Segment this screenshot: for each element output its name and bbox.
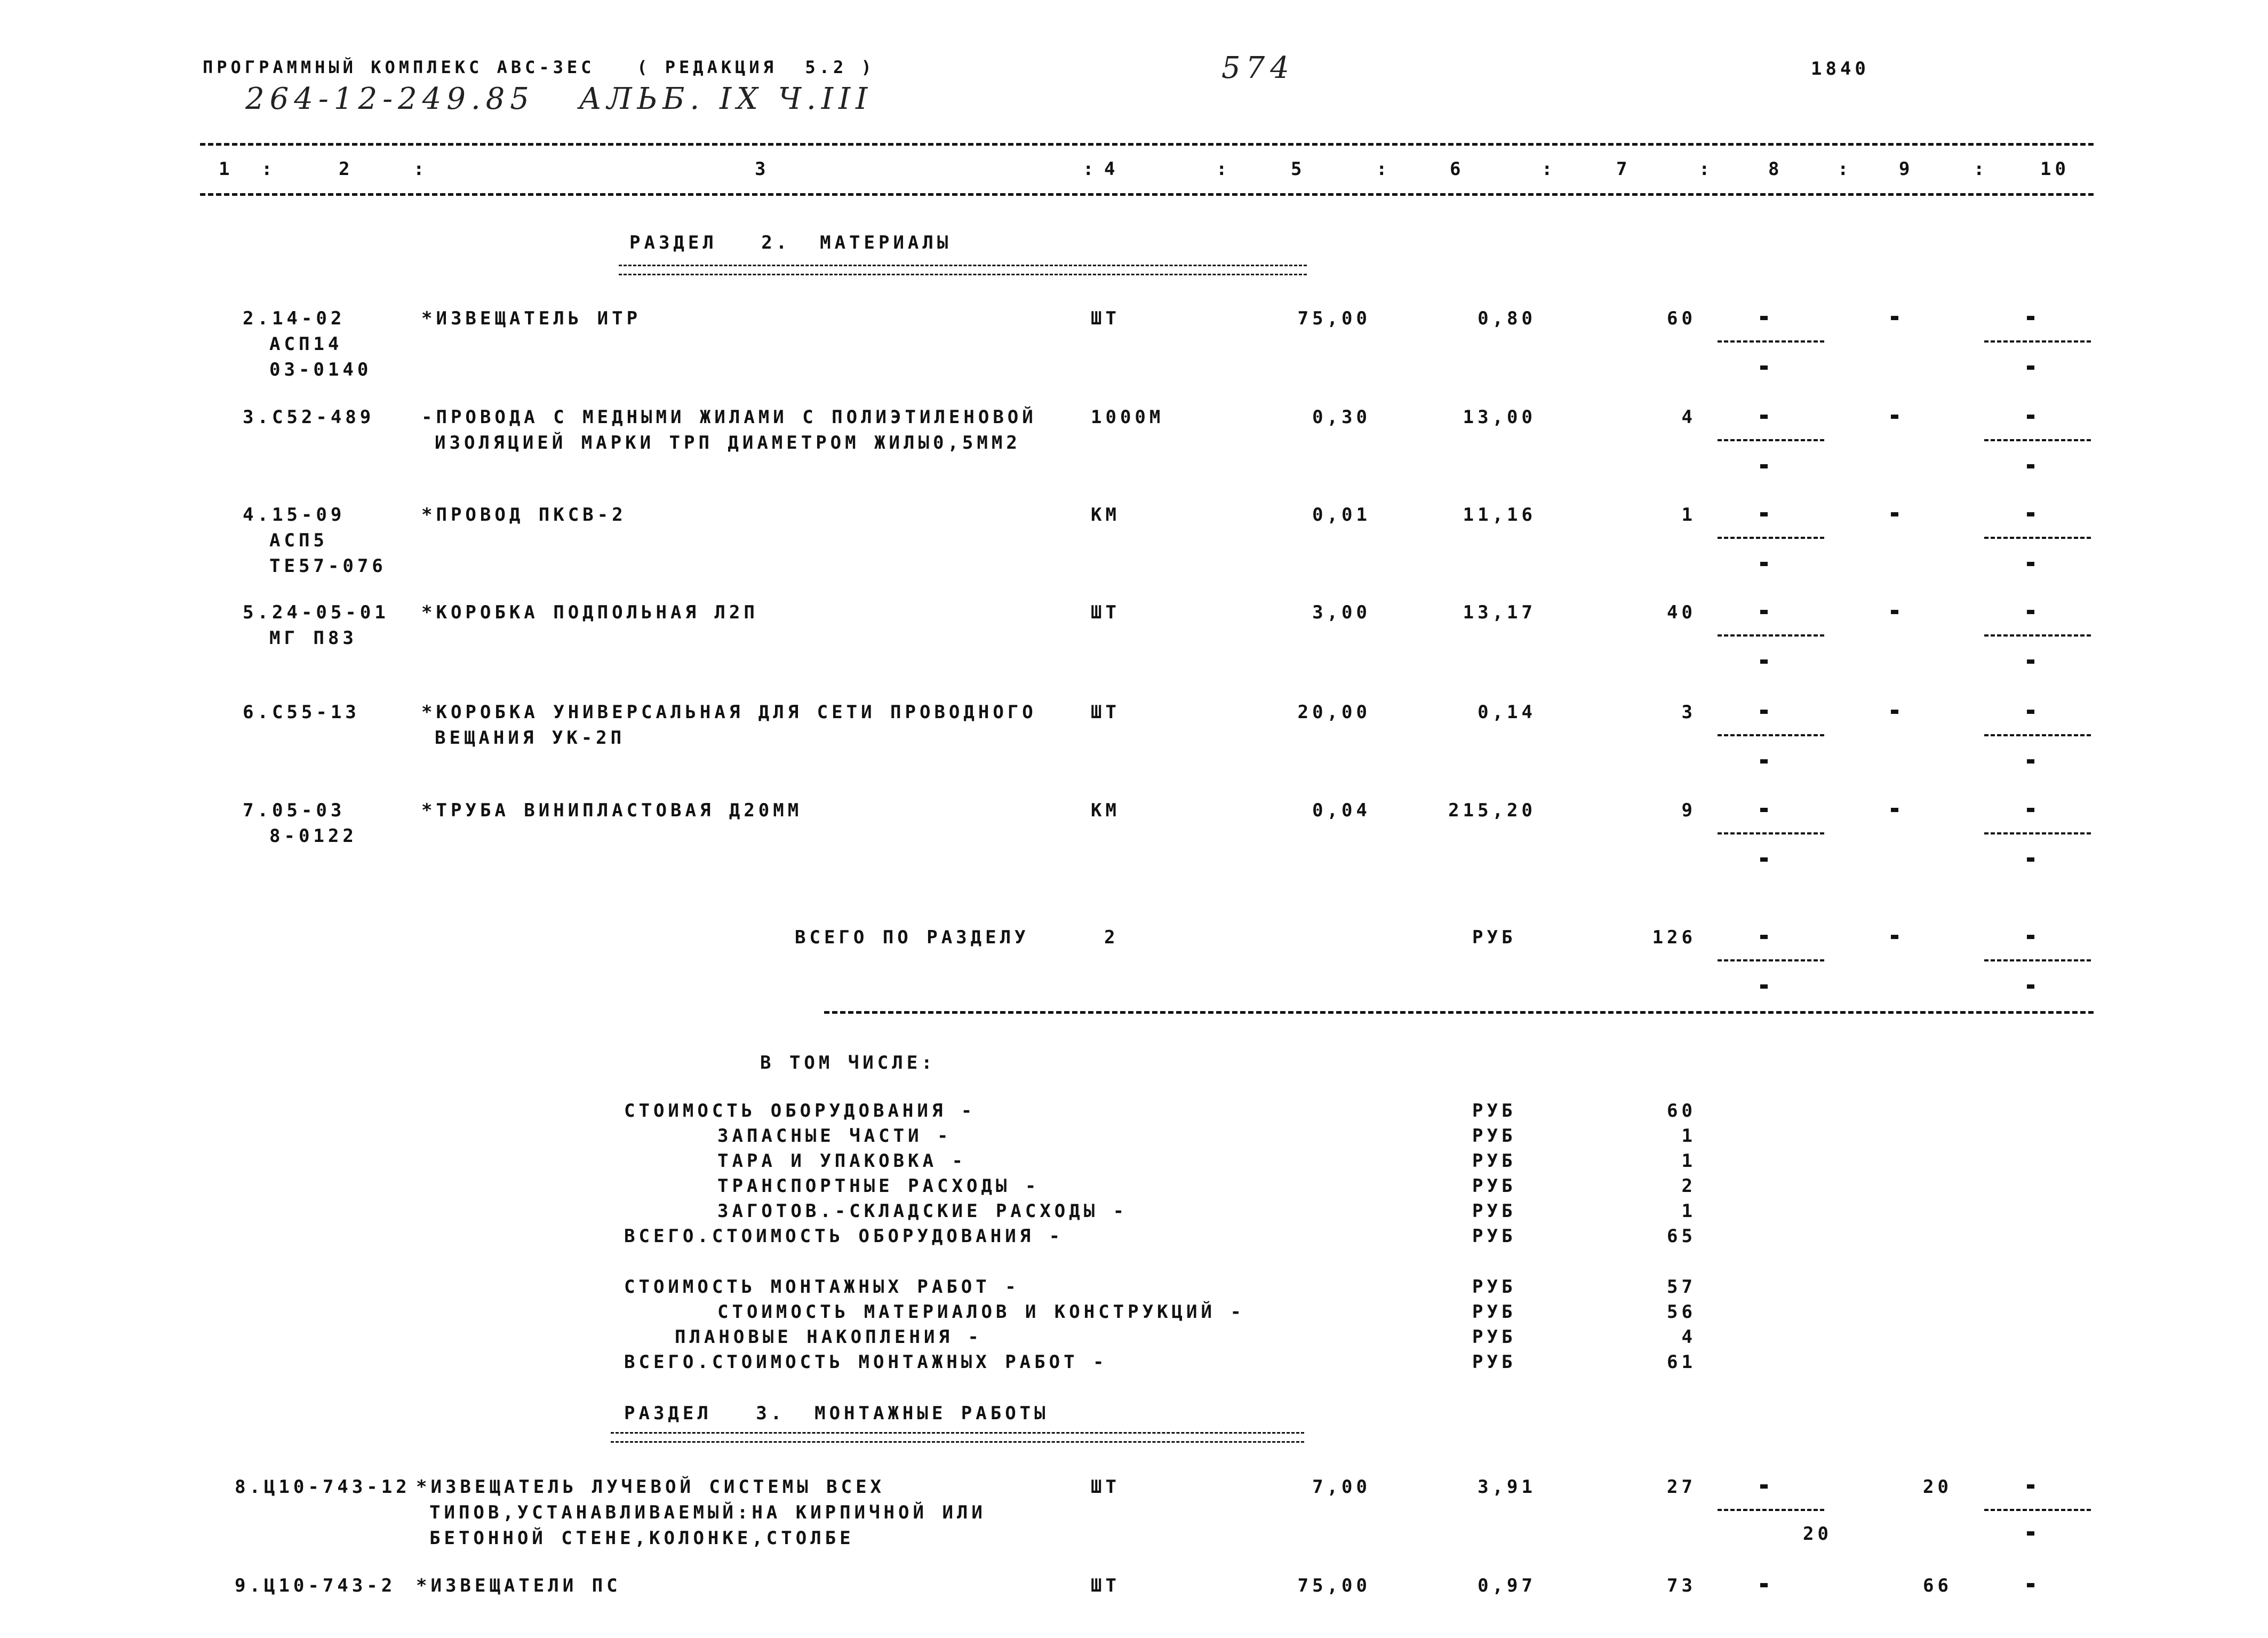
breakdown-unit: РУБ bbox=[1472, 1150, 1516, 1172]
subtotal-rule bbox=[1718, 832, 1824, 834]
row-code: 5.24-05-01 bbox=[243, 602, 389, 623]
row-total: 60 bbox=[1667, 308, 1696, 329]
empty-mark bbox=[2027, 316, 2034, 320]
top-rule bbox=[200, 143, 2094, 146]
row-col9: 66 bbox=[1923, 1575, 1952, 1596]
breakdown-label: ВСЕГО.СТОИМОСТЬ ОБОРУДОВАНИЯ - bbox=[624, 1226, 1064, 1247]
row-code: 8.Ц10-743-12 bbox=[235, 1476, 411, 1498]
row-col9: 20 bbox=[1923, 1476, 1952, 1498]
row-quantity: 0,04 bbox=[1312, 800, 1371, 821]
row-code: АСП14 bbox=[269, 333, 343, 355]
empty-mark bbox=[2027, 415, 2034, 419]
column-number: 3 bbox=[755, 158, 770, 180]
empty-mark bbox=[2027, 759, 2034, 764]
empty-mark bbox=[2027, 1583, 2034, 1587]
row-code: 6.С55-13 bbox=[243, 702, 360, 723]
breakdown-unit: РУБ bbox=[1472, 1326, 1516, 1348]
section-total-rule bbox=[824, 1011, 2094, 1014]
column-number: 5 bbox=[1291, 158, 1306, 180]
subtotal-rule bbox=[1718, 340, 1824, 343]
empty-mark bbox=[1760, 1484, 1768, 1489]
empty-mark bbox=[1891, 808, 1898, 812]
row-name: *ИЗВЕЩАТЕЛЬ ЛУЧЕВОЙ СИСТЕМЫ ВСЕХ bbox=[416, 1476, 885, 1498]
breakdown-value: 1 bbox=[1681, 1200, 1696, 1222]
row-name: ИЗОЛЯЦИЕЙ МАРКИ ТРП ДИАМЕТРОМ ЖИЛЫ0,5ММ2 bbox=[435, 432, 1021, 454]
breakdown-value: 65 bbox=[1667, 1226, 1696, 1247]
subtotal-rule bbox=[1718, 439, 1824, 441]
row-name: *ИЗВЕЩАТЕЛЬ ИТР bbox=[421, 308, 642, 329]
empty-mark bbox=[2027, 984, 2034, 989]
row-quantity: 20,00 bbox=[1297, 702, 1371, 723]
section-2-underline bbox=[619, 265, 1307, 275]
column-separator: : bbox=[1974, 158, 1989, 180]
empty-mark bbox=[1760, 365, 1768, 370]
section-total-number: 2 bbox=[1104, 927, 1119, 948]
breakdown-unit: РУБ bbox=[1472, 1301, 1516, 1323]
empty-mark bbox=[1760, 984, 1768, 989]
subtotal-rule bbox=[1718, 959, 1824, 961]
row-quantity: 75,00 bbox=[1297, 308, 1371, 329]
row-price: 11,16 bbox=[1463, 504, 1536, 526]
row-price: 215,20 bbox=[1448, 800, 1536, 821]
empty-mark bbox=[2027, 659, 2034, 664]
empty-mark bbox=[1891, 316, 1898, 320]
row-col8-sub: 20 bbox=[1803, 1523, 1832, 1545]
row-total: 4 bbox=[1681, 407, 1696, 428]
empty-mark bbox=[1891, 710, 1898, 714]
empty-mark bbox=[1760, 415, 1768, 419]
row-code: 2.14-02 bbox=[243, 308, 346, 329]
empty-mark bbox=[1760, 512, 1768, 516]
column-separator: : bbox=[1542, 158, 1556, 180]
page-number: 574 bbox=[1221, 51, 1295, 85]
section-total-label: ВСЕГО ПО РАЗДЕЛУ bbox=[795, 927, 1029, 948]
section-3-title: РАЗДЕЛ 3. МОНТАЖНЫЕ РАБОТЫ bbox=[624, 1403, 1049, 1424]
column-number: 9 bbox=[1899, 158, 1914, 180]
column-number: 6 bbox=[1450, 158, 1465, 180]
row-code: 7.05-03 bbox=[243, 800, 346, 821]
breakdown-unit: РУБ bbox=[1472, 1125, 1516, 1147]
row-unit: ШТ bbox=[1091, 1575, 1120, 1596]
column-header-rule bbox=[200, 193, 2094, 196]
row-code: АСП5 bbox=[269, 530, 328, 551]
column-separator: : bbox=[1216, 158, 1231, 180]
breakdown-value: 1 bbox=[1681, 1150, 1696, 1172]
empty-mark bbox=[1760, 759, 1768, 764]
code-number: 1840 bbox=[1811, 58, 1870, 79]
column-number: 10 bbox=[2040, 158, 2070, 180]
breakdown-label: СТОИМОСТЬ ОБОРУДОВАНИЯ - bbox=[624, 1100, 976, 1122]
row-price: 0,14 bbox=[1478, 702, 1536, 723]
breakdown-unit: РУБ bbox=[1472, 1276, 1516, 1298]
breakdown-unit: РУБ bbox=[1472, 1175, 1516, 1197]
empty-mark bbox=[2027, 1484, 2034, 1489]
breakdown-unit: РУБ bbox=[1472, 1226, 1516, 1247]
breakdown-value: 60 bbox=[1667, 1100, 1696, 1122]
subtotal-rule bbox=[1984, 340, 2091, 343]
empty-mark bbox=[1891, 415, 1898, 419]
subtotal-rule bbox=[1718, 537, 1824, 539]
row-total: 1 bbox=[1681, 504, 1696, 526]
empty-mark bbox=[1760, 935, 1768, 939]
column-number: 4 bbox=[1104, 158, 1119, 180]
subtotal-rule bbox=[1984, 1509, 2091, 1511]
column-separator: : bbox=[1699, 158, 1714, 180]
breakdown-unit: РУБ bbox=[1472, 1200, 1516, 1222]
row-quantity: 3,00 bbox=[1312, 602, 1371, 623]
column-number: 7 bbox=[1616, 158, 1631, 180]
breakdown-label: ТРАНСПОРТНЫЕ РАСХОДЫ - bbox=[717, 1175, 1040, 1197]
row-unit: ШТ bbox=[1091, 602, 1120, 623]
row-unit: 1000М bbox=[1091, 407, 1164, 428]
row-name: *КОРОБКА УНИВЕРСАЛЬНАЯ ДЛЯ СЕТИ ПРОВОДНОГО bbox=[421, 702, 1037, 723]
breakdown-value: 2 bbox=[1681, 1175, 1696, 1197]
breakdown-value: 1 bbox=[1681, 1125, 1696, 1147]
breakdown-unit: РУБ bbox=[1472, 1351, 1516, 1373]
row-total: 73 bbox=[1667, 1575, 1696, 1596]
section-3-underline bbox=[611, 1432, 1304, 1443]
column-number: 1 bbox=[219, 158, 234, 180]
section-total-value: 126 bbox=[1652, 927, 1696, 948]
row-name: *ПРОВОД ПКСВ-2 bbox=[421, 504, 627, 526]
breakdown-label: ЗАГОТОВ.-СКЛАДСКИЕ РАСХОДЫ - bbox=[717, 1200, 1128, 1222]
row-unit: ШТ bbox=[1091, 1476, 1120, 1498]
row-name: БЕТОННОЙ СТЕНЕ,КОЛОНКЕ,СТОЛБЕ bbox=[429, 1528, 855, 1549]
subtotal-rule bbox=[1984, 734, 2091, 736]
empty-mark bbox=[1760, 316, 1768, 320]
column-separator: : bbox=[1376, 158, 1391, 180]
row-price: 0,97 bbox=[1478, 1575, 1536, 1596]
including-label: В ТОМ ЧИСЛЕ: bbox=[760, 1052, 936, 1074]
empty-mark bbox=[2027, 1531, 2034, 1536]
row-name: *КОРОБКА ПОДПОЛЬНАЯ Л2П bbox=[421, 602, 758, 623]
row-total: 40 bbox=[1667, 602, 1696, 623]
breakdown-value: 56 bbox=[1667, 1301, 1696, 1323]
row-name: ВЕЩАНИЯ УК-2П bbox=[435, 727, 626, 749]
empty-mark bbox=[2027, 710, 2034, 714]
row-price: 3,91 bbox=[1478, 1476, 1536, 1498]
row-quantity: 0,01 bbox=[1312, 504, 1371, 526]
program-title: ПРОГРАММНЫЙ КОМПЛЕКС АВС-ЗЕС ( РЕДАКЦИЯ 5.2 ) bbox=[203, 57, 875, 77]
empty-mark bbox=[1760, 562, 1768, 566]
empty-mark bbox=[1760, 808, 1768, 812]
breakdown-label: ВСЕГО.СТОИМОСТЬ МОНТАЖНЫХ РАБОТ - bbox=[624, 1351, 1108, 1373]
subtotal-rule bbox=[1984, 537, 2091, 539]
section-total-unit: РУБ bbox=[1472, 927, 1516, 948]
row-unit: КМ bbox=[1091, 504, 1120, 526]
breakdown-value: 61 bbox=[1667, 1351, 1696, 1373]
row-unit: ШТ bbox=[1091, 308, 1120, 329]
column-separator: : bbox=[413, 158, 428, 180]
empty-mark bbox=[1760, 659, 1768, 664]
row-quantity: 0,30 bbox=[1312, 407, 1371, 428]
empty-mark bbox=[1760, 464, 1768, 468]
breakdown-value: 57 bbox=[1667, 1276, 1696, 1298]
row-code: 4.15-09 bbox=[243, 504, 346, 526]
empty-mark bbox=[2027, 562, 2034, 566]
empty-mark bbox=[1891, 935, 1898, 939]
empty-mark bbox=[2027, 935, 2034, 939]
empty-mark bbox=[1760, 1583, 1768, 1587]
empty-mark bbox=[2027, 464, 2034, 468]
row-price: 13,17 bbox=[1463, 602, 1536, 623]
row-price: 0,80 bbox=[1478, 308, 1536, 329]
row-code: 9.Ц10-743-2 bbox=[235, 1575, 396, 1596]
breakdown-label: СТОИМОСТЬ МАТЕРИАЛОВ И КОНСТРУКЦИЙ - bbox=[717, 1301, 1245, 1323]
subtotal-rule bbox=[1718, 734, 1824, 736]
breakdown-label: СТОИМОСТЬ МОНТАЖНЫХ РАБОТ - bbox=[624, 1276, 1020, 1298]
section-2-title: РАЗДЕЛ 2. МАТЕРИАЛЫ bbox=[629, 232, 952, 253]
row-unit: КМ bbox=[1091, 800, 1120, 821]
row-quantity: 7,00 bbox=[1312, 1476, 1371, 1498]
row-code: МГ П83 bbox=[269, 627, 357, 649]
row-total: 27 bbox=[1667, 1476, 1696, 1498]
column-separator: : bbox=[1083, 158, 1098, 180]
row-total: 9 bbox=[1681, 800, 1696, 821]
breakdown-value: 4 bbox=[1681, 1326, 1696, 1348]
row-code: 8-0122 bbox=[269, 825, 357, 847]
column-number: 8 bbox=[1768, 158, 1783, 180]
column-separator: : bbox=[1838, 158, 1852, 180]
empty-mark bbox=[2027, 512, 2034, 516]
column-number: 2 bbox=[339, 158, 354, 180]
handwritten-reference: 264-12-249.85 АЛЬБ. IХ Ч.III bbox=[245, 82, 873, 116]
row-name: *ТРУБА ВИНИПЛАСТОВАЯ Д20ММ bbox=[421, 800, 803, 821]
subtotal-rule bbox=[1984, 959, 2091, 961]
breakdown-unit: РУБ bbox=[1472, 1100, 1516, 1122]
breakdown-label: ТАРА И УПАКОВКА - bbox=[717, 1150, 967, 1172]
empty-mark bbox=[1760, 710, 1768, 714]
empty-mark bbox=[2027, 610, 2034, 614]
empty-mark bbox=[1760, 857, 1768, 862]
row-total: 3 bbox=[1681, 702, 1696, 723]
subtotal-rule bbox=[1718, 1509, 1824, 1511]
empty-mark bbox=[1891, 610, 1898, 614]
row-unit: ШТ bbox=[1091, 702, 1120, 723]
empty-mark bbox=[1891, 512, 1898, 516]
row-name: -ПРОВОДА С МЕДНЫМИ ЖИЛАМИ С ПОЛИЭТИЛЕНОВОЙ bbox=[421, 407, 1037, 428]
subtotal-rule bbox=[1984, 634, 2091, 637]
empty-mark bbox=[2027, 365, 2034, 370]
empty-mark bbox=[2027, 857, 2034, 862]
row-price: 13,00 bbox=[1463, 407, 1536, 428]
row-code: ТЕ57-076 bbox=[269, 555, 387, 577]
column-separator: : bbox=[261, 158, 276, 180]
breakdown-label: ПЛАНОВЫЕ НАКОПЛЕНИЯ - bbox=[675, 1326, 983, 1348]
empty-mark bbox=[2027, 808, 2034, 812]
subtotal-rule bbox=[1718, 634, 1824, 637]
row-name: ТИПОВ,УСТАНАВЛИВАЕМЫЙ:НА КИРПИЧНОЙ ИЛИ bbox=[429, 1502, 986, 1523]
subtotal-rule bbox=[1984, 832, 2091, 834]
breakdown-label: ЗАПАСНЫЕ ЧАСТИ - bbox=[717, 1125, 952, 1147]
row-name: *ИЗВЕЩАТЕЛИ ПС bbox=[416, 1575, 621, 1596]
row-code: 03-0140 bbox=[269, 359, 372, 380]
subtotal-rule bbox=[1984, 439, 2091, 441]
row-quantity: 75,00 bbox=[1297, 1575, 1371, 1596]
empty-mark bbox=[1760, 610, 1768, 614]
row-code: 3.С52-489 bbox=[243, 407, 375, 428]
